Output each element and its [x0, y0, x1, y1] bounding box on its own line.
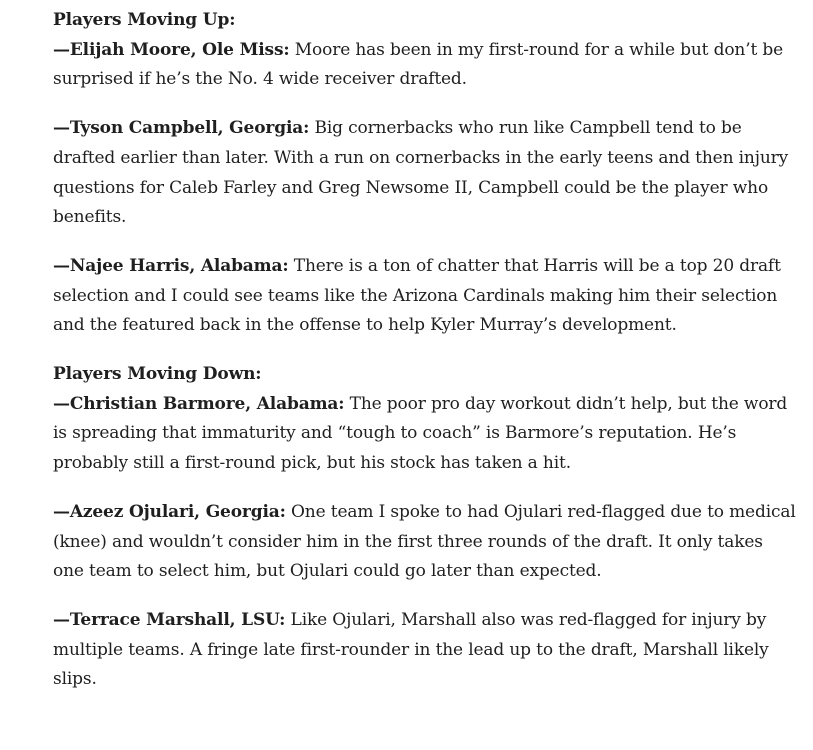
article-body [53, 6, 798, 714]
player-name: —Tyson Campbell, Georgia: [53, 118, 310, 139]
player-name: —Najee Harris, Alabama: [53, 255, 289, 276]
player-entry-tyson-campbell [53, 114, 798, 233]
player-note: One team I spoke to had Ojulari red-flagged due to medical (knee) and wouldn’t consider him in the first three rounds of the draft. It only takes one team to select him, but Ojulari could go later than expected. [53, 501, 796, 582]
player-name: —Elijah Moore, Ole Miss: [53, 39, 290, 60]
player-name: —Christian Barmore, Alabama: [53, 393, 345, 414]
player-entry-terrace-marshall [53, 606, 798, 695]
player-note: The poor pro day workout didn’t help, but the word is spreading that immaturity and “tough to coach” is Barmore’s reputation. He’s probably still a first-round pick, but his stock has taken a hit. [53, 393, 788, 474]
player-note: Big cornerbacks who run like Campbell tend to be drafted earlier than later. With a run on cornerbacks in the early teens and then injury questions for Caleb Farley and Greg Newsome II, Campbell could be the player who benefits. [53, 118, 789, 228]
player-entry-elijah-moore [53, 36, 798, 95]
player-entry-christian-barmore [53, 390, 798, 479]
player-note: Moore has been in my first-round for a while but don’t be surprised if he’s the No. 4 wide receiver drafted. [53, 39, 784, 90]
player-note: There is a ton of chatter that Harris will be a top 20 draft selection and I could see teams like the Arizona Cardinals making him their selection and the featured back in the offense to help Kyler Murray’s development. [53, 255, 781, 336]
player-note: Like Ojulari, Marshall also was red-flagged for injury by multiple teams. A fringe late first-rounder in the lead up to the draft, Marshall likely slips. [53, 609, 769, 690]
player-entry-azeez-ojulari [53, 498, 798, 587]
section-heading-moving-up: Players Moving Up: [53, 10, 236, 30]
section-heading-moving-down: Players Moving Down: [53, 364, 262, 385]
player-name: —Terrace Marshall, LSU: [53, 609, 286, 630]
player-entry-najee-harris [53, 252, 798, 341]
player-name: —Azeez Ojulari, Georgia: [53, 501, 286, 522]
